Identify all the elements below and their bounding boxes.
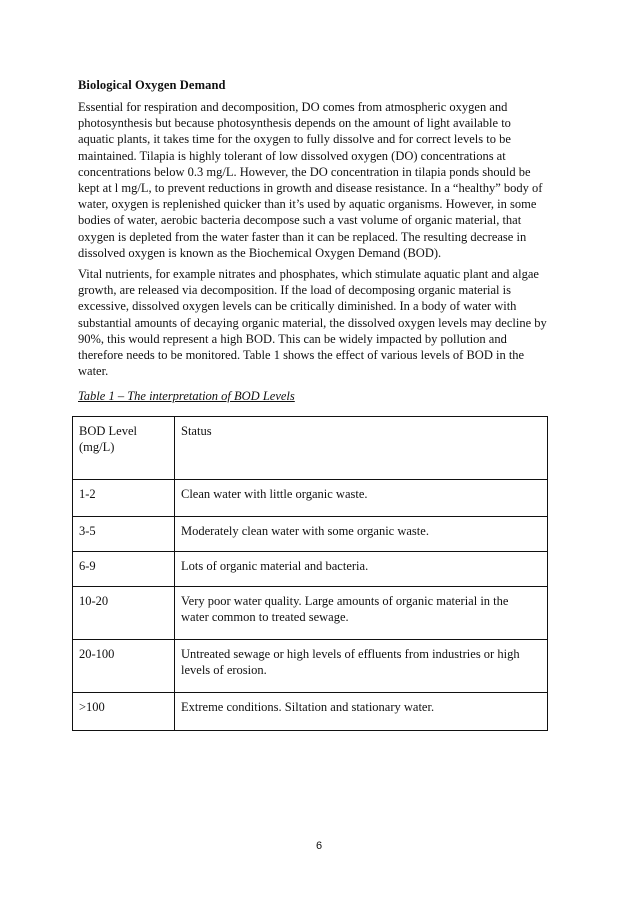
section-heading: Biological Oxygen Demand <box>78 78 226 92</box>
paragraph-line: photosynthesis but because photosynthesis depends on the amount of light available to <box>78 116 511 131</box>
bod-level-cell: 3-5 <box>73 517 175 552</box>
bod-level-cell: >100 <box>73 693 175 731</box>
bod-level-cell: 1-2 <box>73 480 175 517</box>
bod-level-cell: 10-20 <box>73 587 175 640</box>
table-header-row <box>73 417 548 480</box>
bod-levels-table <box>72 416 548 731</box>
status-cell: Lots of organic material and bacteria. <box>175 552 548 587</box>
status-cell: Untreated sewage or high levels of effluents from industries or high levels of erosion. <box>175 640 548 693</box>
table-row <box>73 517 548 552</box>
paragraph-line: substantial amounts of decaying organic material, the dissolved oxygen levels may decline by <box>78 315 547 330</box>
paragraph-2 <box>78 266 564 379</box>
paragraph-line: oxygen is depleted from the water faster than it can be replaced. The resulting decrease in <box>78 229 527 244</box>
status-cell: Moderately clean water with some organic waste. <box>175 517 548 552</box>
table-row <box>73 480 548 517</box>
paragraph-line: maintained. Tilapia is highly tolerant of low dissolved oxygen (DO) concentrations at <box>78 148 506 163</box>
table-row <box>73 587 548 640</box>
table-row <box>73 552 548 587</box>
paragraph-line: kept at l mg/L, to prevent reductions in growth and disease resistance. In a “healthy” body of <box>78 181 543 196</box>
table-row <box>73 640 548 693</box>
paragraph-line: water. <box>78 364 109 379</box>
paragraph-line: water, oxygen is replenished quicker than it’s used by aquatic organisms. However, in some <box>78 197 537 212</box>
header-bod-level: BOD Level (mg/L) <box>73 417 175 480</box>
paragraph-line: concentrations below 0.3 mg/L. However, the DO concentration in tilapia ponds should be <box>78 164 531 179</box>
paragraph-line: therefore needs to be monitored. Table 1 shows the effect of various levels of BOD in the <box>78 348 525 363</box>
paragraph-line: Essential for respiration and decomposition, DO comes from atmospheric oxygen and <box>78 100 508 114</box>
paragraph-line: excessive, dissolved oxygen levels can be critically diminished. In a body of water with <box>78 299 517 314</box>
paragraph-line: aquatic plants, it takes time for the oxygen to fully dissolve and for correct levels to be <box>78 132 511 147</box>
table-caption: Table 1 – The interpretation of BOD Levels <box>78 389 295 403</box>
bod-level-cell: 6-9 <box>73 552 175 587</box>
table-row <box>73 693 548 731</box>
paragraph-line: 90%, this would represent a high BOD. This can be widely impacted by pollution and <box>78 331 507 346</box>
paragraph-line: dissolved oxygen is known as the Biochemical Oxygen Demand (BOD). <box>78 245 442 260</box>
status-cell: Extreme conditions. Siltation and stationary water. <box>175 693 548 731</box>
paragraph-line: bodies of water, aerobic bacteria decompose such a vast volume of organic material, that <box>78 213 522 228</box>
bod-level-cell: 20-100 <box>73 640 175 693</box>
paragraph-line: growth, are released via decomposition. If the load of decomposing organic material is <box>78 283 511 298</box>
status-cell: Clean water with little organic waste. <box>175 480 548 517</box>
page-number: 6 <box>315 840 323 852</box>
status-cell: Very poor water quality. Large amounts of organic material in the water common to treated sewage. <box>175 587 548 640</box>
paragraph-line: Vital nutrients, for example nitrates and phosphates, which stimulate aquatic plant and algae <box>78 267 539 281</box>
header-status: Status <box>175 417 548 480</box>
paragraph-1 <box>78 99 564 261</box>
